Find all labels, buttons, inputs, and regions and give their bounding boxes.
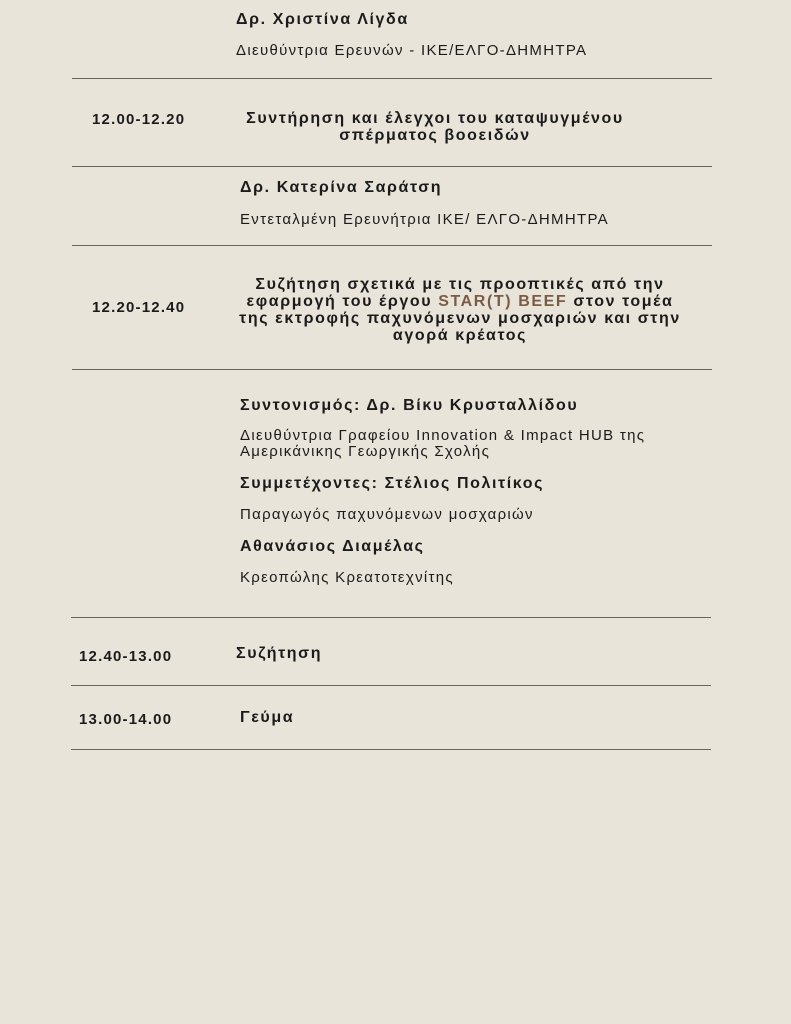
session-title bbox=[215, 110, 655, 144]
speaker-role: Διευθύντρια Ερευνών - ΙΚΕ/ΕΛΓΟ-ΔΗΜΗΤΡΑ bbox=[236, 42, 588, 59]
session-time: 13.00-14.00 bbox=[79, 711, 173, 728]
divider bbox=[71, 685, 711, 686]
role-line: Διευθύντρια Γραφείου Innovation & Impact HUB της bbox=[240, 427, 646, 444]
session-title bbox=[205, 276, 715, 344]
participant-role: Παραγωγός παχυνόμενων μοσχαριών bbox=[240, 506, 534, 523]
title-text: στον τομέα bbox=[567, 293, 674, 310]
session-title-line: Συζήτηση σχετικά με τις προοπτικές από την bbox=[255, 276, 665, 293]
participant-role: Κρεοπώλης Κρεατοτεχνίτης bbox=[240, 569, 454, 586]
participant-name: Συμμετέχοντες: Στέλιος Πολιτίκος bbox=[240, 475, 545, 492]
session-title-line bbox=[205, 293, 715, 310]
speaker-name: Δρ. Κατερίνα Σαράτση bbox=[240, 179, 443, 196]
session-title: Συζήτηση bbox=[236, 645, 323, 662]
moderator-name: Συντονισμός: Δρ. Βίκυ Κρυσταλλίδου bbox=[240, 397, 579, 414]
session-time: 12.40-13.00 bbox=[79, 648, 173, 665]
moderator-role bbox=[240, 428, 645, 460]
title-text: εφαρμογή του έργου bbox=[246, 293, 439, 310]
session-title-line: Συντήρηση και έλεγχοι του καταψυγμένου bbox=[246, 110, 624, 127]
divider bbox=[72, 369, 712, 370]
session-title-line: αγορά κρέατος bbox=[392, 327, 528, 344]
divider bbox=[71, 617, 711, 618]
role-line: Αμερικάνικης Γεωργικής Σχολής bbox=[240, 443, 491, 460]
session-title-line: σπέρματος βοοειδών bbox=[339, 127, 531, 144]
session-title-line: της εκτροφής παχυνόμενων μοσχαριών και στην bbox=[239, 310, 681, 327]
session-time: 12.20-12.40 bbox=[92, 299, 186, 316]
speaker-name: Δρ. Χριστίνα Λίγδα bbox=[236, 11, 409, 28]
participant-name: Αθανάσιος Διαμέλας bbox=[240, 538, 425, 555]
divider bbox=[72, 78, 712, 79]
project-name-highlight: STAR(T) BEEF bbox=[438, 293, 568, 310]
session-time: 12.00-12.20 bbox=[92, 111, 186, 128]
divider bbox=[71, 749, 711, 750]
divider bbox=[72, 245, 712, 246]
divider bbox=[72, 166, 712, 167]
speaker-role: Εντεταλμένη Ερευνήτρια ΙΚΕ/ ΕΛΓΟ-ΔΗΜΗΤΡΑ bbox=[240, 211, 609, 228]
session-title: Γεύμα bbox=[240, 709, 295, 726]
